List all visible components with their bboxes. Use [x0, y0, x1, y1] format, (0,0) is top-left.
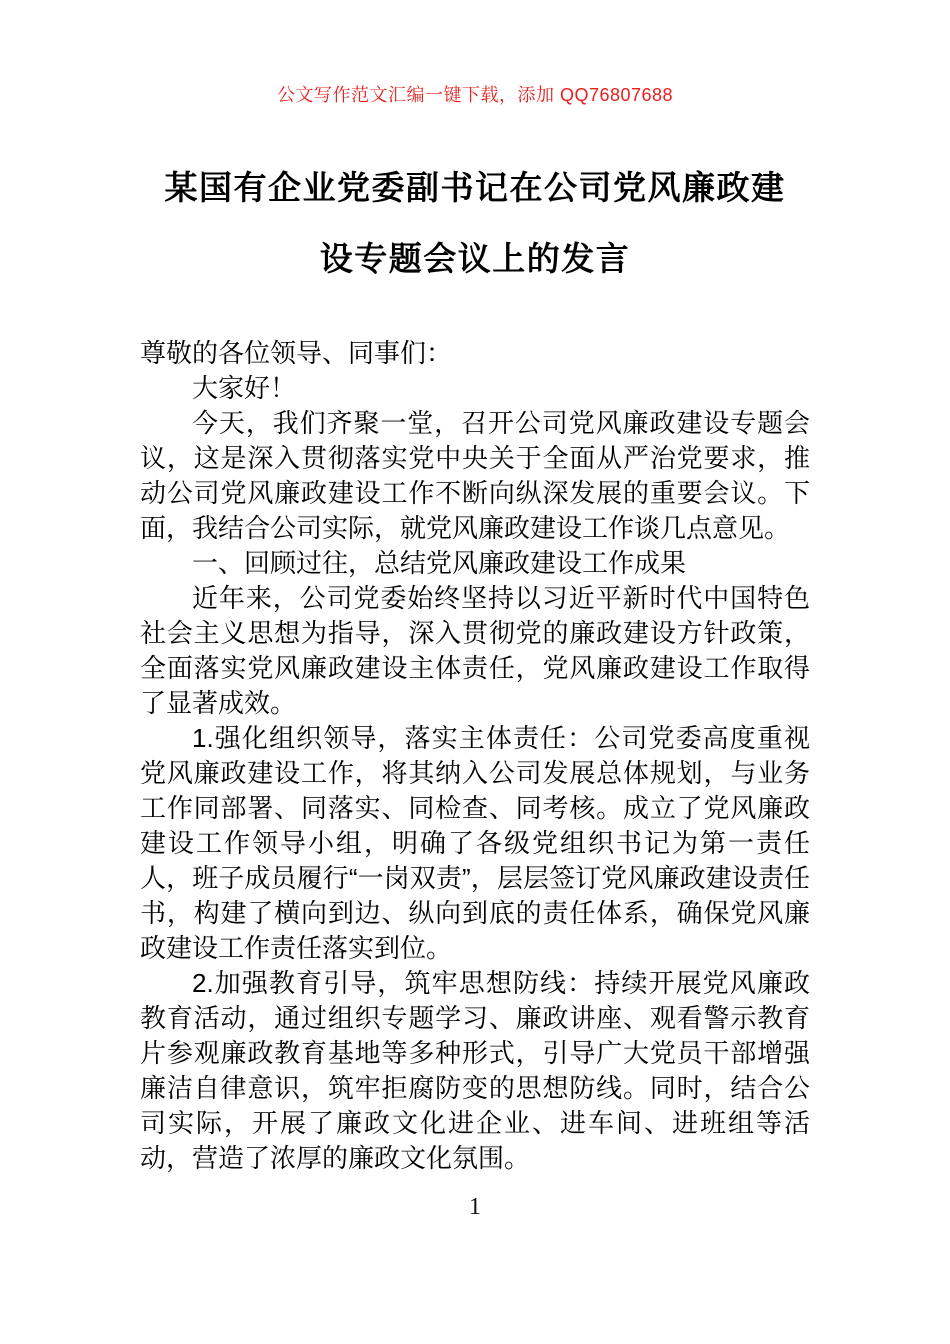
- paragraph: 尊敬的各位领导、同事们：: [140, 338, 453, 368]
- document-body: [140, 336, 810, 1176]
- paragraph: 近年来，公司党委始终坚持以习近平新时代中国特色社会主义思想为指导，深入贯彻党的廉政建设方针政策，全面落实党风廉政建设主体责任，党风廉政建设工作取得了显著成效。: [140, 583, 810, 718]
- paragraph: 今天，我们齐聚一堂，召开公司党风廉政建设专题会议，这是深入贯彻落实党中央关于全面从严治党要求，推动公司党风廉政建设工作不断向纵深发展的重要会议。下面，我结合公司实际，就党风廉政建设工作谈几点意见。: [140, 408, 810, 543]
- paragraph: 大家好！: [192, 373, 297, 403]
- document-title-line-1: 某国有企业党委副书记在公司党风廉政建: [164, 169, 786, 206]
- document-title: [140, 152, 810, 294]
- paragraph: 2.加强教育引导，筑牢思想防线：持续开展党风廉政教育活动，通过组织专题学习、廉政讲座、观看警示教育片参观廉政教育基地等多种形式，引导广大党员干部增强廉洁自律意识，筑牢拒腐防变的思想防线。同时，结合公司实际，开展了廉政文化进企业、进车间、进班组等活动，营造了浓厚的廉政文化氛围。: [140, 968, 810, 1173]
- paragraph: 1.强化组织领导，落实主体责任：公司党委高度重视党风廉政建设工作，将其纳入公司发展总体规划，与业务工作同部署、同落实、同检查、同考核。成立了党风廉政建设工作领导小组，明确了各级党组织书记为第一责任人，班子成员履行“一岗双责”，层层签订党风廉政建设责任书，构建了横向到边、纵向到底的责任体系，确保党风廉政建设工作责任落实到位。: [140, 723, 810, 963]
- header-notice: 公文写作范文汇编一键下载，添加 QQ76807688: [276, 85, 674, 105]
- document-title-line-2: 设专题会议上的发言: [319, 240, 631, 277]
- paragraph: 一、回顾过往，总结党风廉政建设工作成果: [192, 548, 687, 578]
- page-number: 1: [469, 1194, 481, 1220]
